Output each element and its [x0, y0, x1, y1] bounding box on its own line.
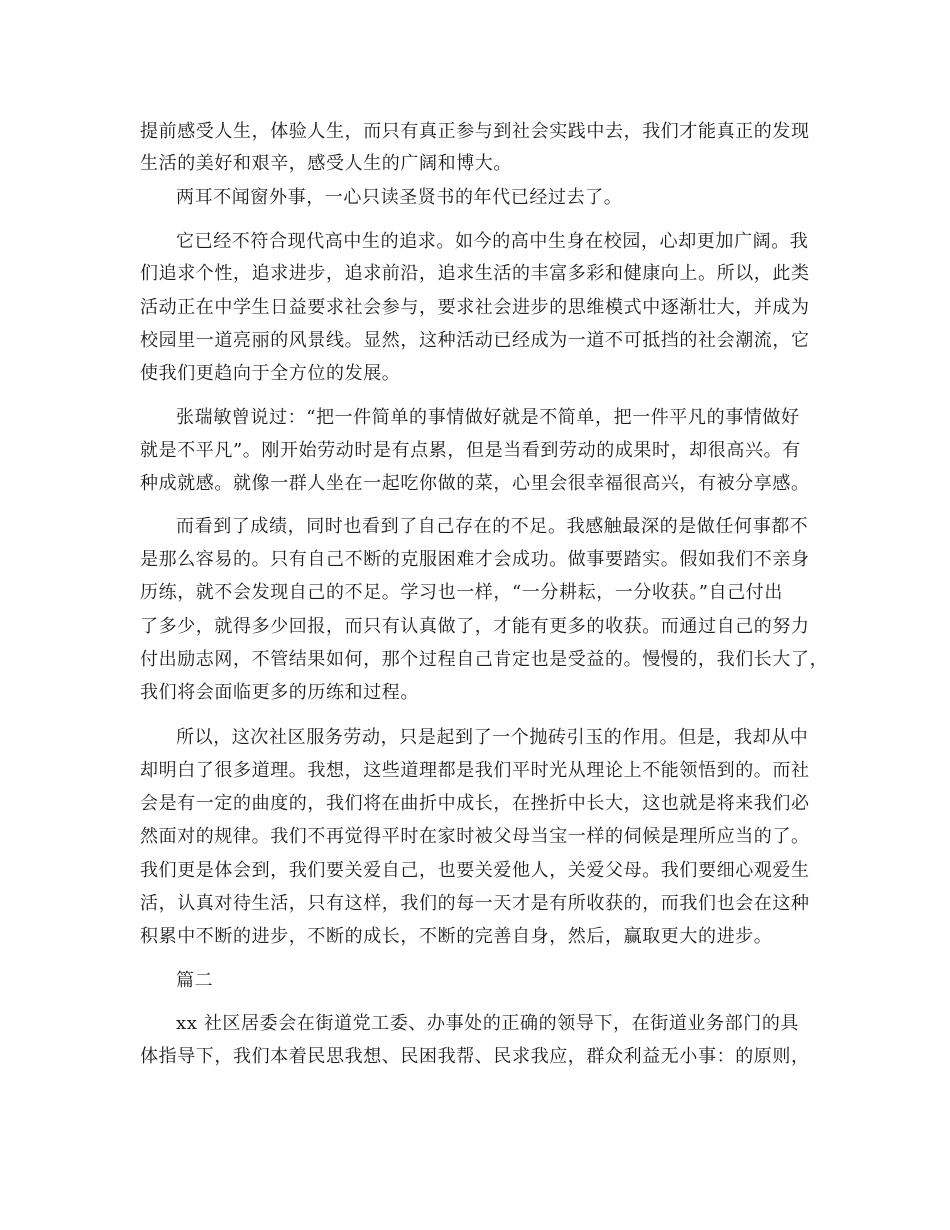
text-line: 而看到了成绩，同时也看到了自己存在的不足。我感触最深的是做任何事都不	[176, 516, 809, 537]
text-line: 然面对的规律。我们不再觉得平时在家时被父母当宝一样的伺候是理所应当的了。	[140, 826, 810, 847]
text-line: 两耳不闻窗外事，一心只读圣贤书的年代已经过去了。	[176, 187, 623, 208]
text-line: 它已经不符合现代高中生的追求。如今的高中生身在校园，心却更加广阔。我	[176, 231, 809, 252]
text-line: xx 社区居委会在街道党工委、办事处的正确的领导下，在街道业务部门的具	[176, 1013, 800, 1034]
text-line: 历练，就不会发现自己的不足。学习也一样，“一分耕耘，一分收获。”自己付出	[140, 582, 784, 603]
text-line: 们追求个性，追求进步，追求前沿，追求生活的丰富多彩和健康向上。所以，此类	[140, 263, 810, 284]
text-line: 活，认真对待生活，只有这样，我们的每一天才是有所收获的，而我们也会在这种	[140, 893, 810, 914]
text-line: 张瑞敏曾说过：“把一件简单的事情做好就是不简单，把一件平凡的事情做好	[176, 407, 800, 428]
text-line: 我们更是体会到，我们要关爱自己，也要关爱他人，关爱父母。我们要细心观爱生	[140, 860, 810, 881]
text-line: 会是有一定的曲度的，我们将在曲折中成长，在挫折中长大，这也就是将来我们必	[140, 793, 810, 814]
text-line: 所以，这次社区服务劳动，只是起到了一个抛砖引玉的作用。但是，我却从中	[176, 727, 809, 748]
text-line: 种成就感。就像一群人坐在一起吃你做的菜，心里会很幸福很高兴，有被分享感。	[140, 473, 810, 494]
text-line: 付出励志网，不管结果如何，那个过程自己肯定也是受益的。慢慢的，我们长大了，	[140, 649, 829, 670]
text-line: 使我们更趋向于全方位的发展。	[140, 363, 401, 384]
text-line: 生活的美好和艰辛，感受人生的广阔和博大。	[140, 153, 512, 174]
text-line: 积累中不断的进步，不断的成长，不断的完善自身，然后，赢取更大的进步。	[140, 926, 773, 947]
text-line: 体指导下，我们本着民思我想、民困我帮、民求我应，群众利益无小事：的原则，	[140, 1046, 810, 1067]
text-line: 活动正在中学生日益要求社会参与，要求社会进步的思维模式中逐渐壮大，并成为	[140, 297, 810, 318]
text-line: 就是不平凡”。刚开始劳动时是有点累，但是当看到劳动的成果时，却很高兴。有	[140, 440, 801, 461]
text-line: 校园里一道亮丽的风景线。显然，这种活动已经成为一道不可抵挡的社会潮流，它	[140, 330, 810, 351]
text-line: 了多少，就得多少回报，而只有认真做了，才能有更多的收获。而通过自己的努力	[140, 616, 810, 637]
section-heading: 篇二	[176, 970, 214, 991]
text-line: 却明白了很多道理。我想，这些道理都是我们平时光从理论上不能领悟到的。而社	[140, 760, 810, 781]
text-line: 是那么容易的。只有自己不断的克服困难才会成功。做事要踏实。假如我们不亲身	[140, 549, 810, 570]
text-line: 提前感受人生，体验人生，而只有真正参与到社会实践中去，我们才能真正的发现	[140, 121, 810, 142]
text-line: 我们将会面临更多的历练和过程。	[140, 682, 419, 703]
